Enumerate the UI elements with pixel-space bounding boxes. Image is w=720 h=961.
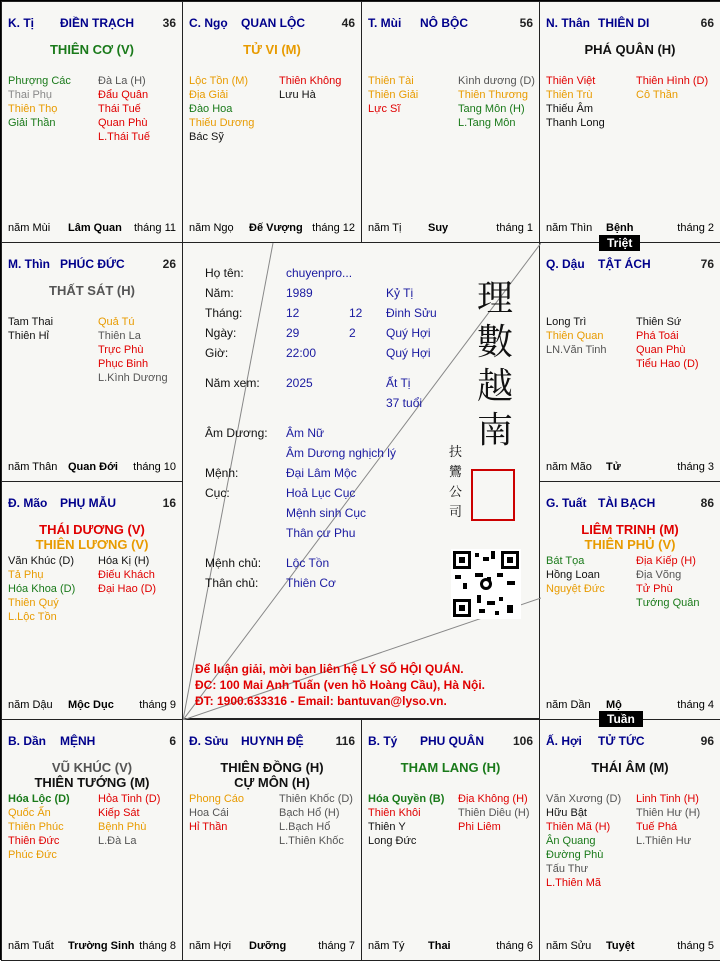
- minor-stars-right: [636, 315, 720, 371]
- minor-star: L.Lộc Tồn: [8, 611, 57, 623]
- palace-name: PHÚC ĐỨC: [60, 257, 125, 271]
- minor-star: Phá Toái: [636, 330, 679, 342]
- contact-line-3[interactable]: ĐT: 1900.633316 - Email: bantuvan@lyso.vn.: [195, 694, 447, 708]
- minor-star: Văn Xương (D): [546, 793, 622, 805]
- month-lunar: Đinh Sửu: [386, 306, 437, 320]
- palace-cell-top3: [361, 1, 540, 243]
- palace-year: năm Dậu: [8, 699, 53, 711]
- seal-char: 司: [449, 505, 463, 520]
- main-stars: [362, 760, 539, 775]
- palace-phase: Mộc Dục: [68, 699, 114, 711]
- minor-star: Bạch Hổ (H): [279, 807, 340, 819]
- palace-header: [546, 16, 714, 32]
- palace-year: năm Dần: [546, 699, 591, 711]
- minor-star: L.Thiên Hư: [636, 835, 692, 847]
- minor-stars-left: [189, 74, 272, 144]
- minor-star: Phượng Các: [8, 75, 71, 87]
- minor-stars-right: [98, 554, 182, 596]
- calligraphy-char: 越: [476, 366, 513, 407]
- minor-star: Tả Phụ: [8, 569, 44, 581]
- minor-stars-right: [458, 792, 540, 834]
- palace-number: 6: [169, 734, 176, 748]
- palace-footer: [546, 222, 714, 236]
- palace-number: 76: [700, 257, 714, 271]
- palace-header: [546, 734, 714, 750]
- menhchu-label: Mệnh chủ:: [205, 556, 262, 570]
- palace-number: 66: [700, 16, 714, 30]
- thanchu-label: Thân chủ:: [205, 576, 259, 590]
- palace-month: tháng 11: [133, 222, 176, 234]
- palace-branch: C. Ngọ: [189, 16, 228, 30]
- minor-star: Phi Liêm: [458, 821, 501, 833]
- palace-month: tháng 10: [133, 461, 176, 473]
- minor-stars-left: [8, 315, 92, 343]
- palace-phase: Quan Đới: [68, 461, 118, 473]
- minor-star: Tang Môn (H): [458, 103, 525, 115]
- minor-star: Hóa Lộc (D): [8, 793, 70, 805]
- palace-number: 56: [519, 16, 533, 30]
- palace-branch: Đ. Sửu: [189, 734, 229, 748]
- tuan-tag: Tuần: [599, 711, 643, 727]
- palace-cell-b1: [1, 719, 183, 961]
- amduong-note: Âm Dương nghịch lý: [286, 446, 396, 460]
- minor-star: Lực Sĩ: [368, 103, 401, 115]
- minor-star: Thiên Hình (D): [636, 75, 709, 87]
- main-star: PHÁ QUÂN (H): [584, 42, 676, 57]
- minor-star: Quan Phù: [98, 117, 148, 129]
- minor-star: Phục Binh: [98, 358, 149, 370]
- palace-year: năm Mùi: [8, 222, 51, 234]
- hour-value: 22:00: [286, 346, 317, 360]
- minor-star: Thiên Y: [368, 821, 406, 833]
- palace-cell-b2: [182, 719, 362, 961]
- palace-header: [368, 734, 533, 750]
- cuc-label: Cục:: [205, 486, 230, 500]
- minor-star: Đẩu Quân: [98, 89, 149, 101]
- minor-star: Hồng Loan: [546, 569, 600, 581]
- palace-name: PHỤ MẪU: [60, 496, 116, 510]
- day-label: Ngày:: [205, 326, 237, 340]
- palace-number: 106: [512, 734, 533, 748]
- palace-phase: Mộ: [606, 699, 622, 711]
- palace-header: [189, 16, 355, 32]
- palace-number: 16: [162, 496, 176, 510]
- minor-star: LN.Văn Tinh: [546, 344, 607, 356]
- main-stars: [2, 283, 182, 298]
- palace-year: năm Mão: [546, 461, 592, 473]
- main-star: THIÊN TƯỚNG (M): [34, 775, 150, 790]
- menh-value: Đại Lâm Mộc: [286, 466, 357, 480]
- minor-star: Thiên Giải: [368, 89, 419, 101]
- minor-star: Hỉ Thần: [189, 821, 228, 833]
- minor-star: Thiên La: [98, 330, 141, 342]
- palace-phase: Suy: [428, 222, 449, 234]
- palace-name: PHU QUÂN: [420, 734, 485, 748]
- palace-number: 116: [335, 734, 355, 748]
- minor-stars-left: [8, 74, 92, 130]
- view-year-label: Năm xem:: [205, 376, 260, 390]
- minor-star: Thiên Tài: [368, 75, 414, 87]
- minor-star: Thiên Diêu (H): [458, 807, 530, 819]
- palace-header: [8, 16, 176, 32]
- minor-stars-right: [98, 792, 182, 848]
- minor-star: L.Tang Môn: [458, 117, 516, 129]
- minor-star: Địa Võng: [636, 569, 682, 581]
- palace-footer: [546, 461, 714, 475]
- contact-line-1: Để luận giải, mời bạn liên hệ LÝ SỐ HỘI QUÁN.: [195, 662, 464, 676]
- minor-star: Đà La (H): [98, 75, 146, 87]
- minor-stars-left: [546, 792, 630, 890]
- main-star: CỰ MÔN (H): [234, 775, 310, 790]
- minor-star: Quả Tú: [98, 316, 135, 328]
- palace-year: năm Tị: [368, 222, 402, 234]
- palace-name: TỬ TỨC: [598, 734, 645, 748]
- hour-label: Giờ:: [205, 346, 229, 360]
- palace-name: TÀI BẠCH: [598, 496, 656, 510]
- year-label: Năm:: [205, 286, 234, 300]
- minor-stars-left: [368, 792, 451, 848]
- palace-number: 96: [700, 734, 714, 748]
- main-stars: [2, 42, 182, 57]
- calligraphy-title: [465, 277, 525, 453]
- view-year-lunar: Ất Tị: [386, 376, 411, 390]
- minor-star: Kình dương (D): [458, 75, 535, 87]
- minor-stars-left: [546, 554, 630, 596]
- palace-footer: [8, 940, 176, 954]
- minor-stars-right: [98, 74, 182, 144]
- minor-star: Thiên Mã (H): [546, 821, 611, 833]
- minor-star: Long Trì: [546, 316, 587, 328]
- palace-cell-top1: [1, 1, 183, 243]
- main-star: THÁI ÂM (M): [591, 760, 669, 775]
- palace-header: [546, 257, 714, 273]
- minor-stars-left: [189, 792, 272, 834]
- palace-year: năm Thân: [8, 461, 58, 473]
- minor-star: L.Thiên Khốc: [279, 835, 344, 847]
- palace-cell-r3: [539, 481, 720, 720]
- palace-header: [8, 496, 176, 512]
- palace-month: tháng 4: [677, 699, 714, 711]
- palace-branch: N. Thân: [546, 16, 590, 30]
- palace-year: năm Sửu: [546, 940, 592, 952]
- palace-branch: B. Dần: [8, 734, 47, 748]
- minor-star: L.Thái Tuế: [98, 131, 150, 143]
- palace-branch: Q. Dậu: [546, 257, 585, 271]
- minor-star: Linh Tinh (H): [636, 793, 699, 805]
- palace-footer: [8, 222, 176, 236]
- minor-star: Tử Phù: [636, 583, 673, 595]
- minor-star: Hóa Kị (H): [98, 555, 150, 567]
- palace-number: 86: [700, 496, 714, 510]
- minor-star: Thiếu Âm: [546, 103, 594, 115]
- palace-footer: [368, 940, 533, 954]
- minor-stars-right: [636, 792, 720, 848]
- thanchu-value: Thiên Cơ: [286, 576, 336, 590]
- palace-year: năm Hợi: [189, 940, 232, 952]
- red-seal-icon: [471, 469, 515, 521]
- palace-footer: [368, 222, 533, 236]
- day-lunar: Quý Hợi: [386, 326, 431, 340]
- minor-star: Thiên Trù: [546, 89, 593, 101]
- palace-number: 36: [162, 16, 176, 30]
- age: 37 tuổi: [386, 396, 423, 410]
- minor-star: L.Thiên Mã: [546, 877, 602, 889]
- minor-stars-left: [8, 792, 92, 862]
- palace-name: HUYNH ĐỆ: [241, 734, 304, 748]
- minor-star: Bệnh Phù: [98, 821, 147, 833]
- main-stars: [2, 760, 182, 790]
- palace-cell-top2: [182, 1, 362, 243]
- palace-footer: [546, 940, 714, 954]
- palace-month: tháng 1: [496, 222, 533, 234]
- minor-star: Quan Phù: [636, 344, 686, 356]
- main-stars: [540, 522, 720, 552]
- main-star: THIÊN LƯƠNG (V): [35, 537, 149, 552]
- minor-star: Đào Hoa: [189, 103, 233, 115]
- minor-star: Thiên Khốc (D): [279, 793, 353, 805]
- minor-stars-left: [546, 315, 630, 357]
- menh-label: Mệnh:: [205, 466, 239, 480]
- minor-star: Điếu Khách: [98, 569, 155, 581]
- minor-star: L.Bạch Hổ: [279, 821, 331, 833]
- palace-name: TẬT ÁCH: [598, 257, 651, 271]
- palace-year: năm Thìn: [546, 222, 593, 234]
- palace-phase: Tử: [606, 461, 621, 473]
- palace-name: QUAN LỘC: [241, 16, 305, 30]
- minor-star: Giải Thần: [8, 117, 56, 129]
- palace-branch: B. Tý: [368, 734, 398, 748]
- palace-branch: Ấ. Hợi: [546, 734, 582, 748]
- main-star: THAM LANG (H): [400, 760, 501, 775]
- calligraphy-char: 數: [476, 322, 513, 363]
- minor-star: Địa Giải: [189, 89, 229, 101]
- palace-month: tháng 12: [312, 222, 355, 234]
- month-solar: 12: [286, 306, 300, 320]
- minor-star: Thiên Phúc: [8, 821, 64, 833]
- minor-star: Phong Cáo: [189, 793, 245, 805]
- palace-header: [8, 257, 176, 273]
- palace-branch: G. Tuất: [546, 496, 587, 510]
- minor-star: Long Đức: [368, 835, 417, 847]
- amduong-label: Âm Dương:: [205, 426, 268, 440]
- palace-branch: M. Thìn: [8, 257, 50, 271]
- cuc-relation: Mệnh sinh Cục: [286, 506, 367, 520]
- minor-star: Địa Không (H): [458, 793, 528, 805]
- palace-name: THIÊN DI: [598, 16, 650, 30]
- palace-footer: [8, 461, 176, 475]
- palace-month: tháng 3: [677, 461, 714, 473]
- minor-star: Kiếp Sát: [98, 807, 140, 819]
- minor-star: Thiên Đức: [8, 835, 60, 847]
- minor-stars-left: [368, 74, 451, 116]
- minor-star: Hỏa Tinh (D): [98, 793, 161, 805]
- main-star: THIÊN PHỦ (V): [584, 537, 676, 552]
- palace-branch: T. Mùi: [368, 16, 402, 30]
- minor-star: Thiên Khôi: [368, 807, 421, 819]
- minor-stars-right: [458, 74, 540, 130]
- palace-header: [189, 734, 355, 750]
- palace-phase: Bệnh: [606, 222, 634, 234]
- minor-stars-right: [98, 315, 182, 385]
- palace-cell-b3: [361, 719, 540, 961]
- palace-cell-b4: [539, 719, 720, 961]
- year-solar: 1989: [286, 286, 313, 300]
- palace-header: [546, 496, 714, 512]
- calligraphy-char: 理: [476, 278, 513, 319]
- month-label: Tháng:: [205, 306, 243, 320]
- palace-name: MỆNH: [60, 734, 96, 748]
- palace-phase: Trường Sinh: [68, 940, 135, 952]
- palace-branch: Đ. Mão: [8, 496, 48, 510]
- main-star: TỬ VI (M): [243, 42, 301, 57]
- minor-star: Tướng Quân: [636, 597, 700, 609]
- minor-star: Địa Kiếp (H): [636, 555, 696, 567]
- palace-footer: [8, 699, 176, 713]
- palace-year: năm Tý: [368, 940, 405, 952]
- palace-month: tháng 8: [139, 940, 176, 952]
- palace-year: năm Ngọ: [189, 222, 234, 234]
- minor-star: Ân Quang: [546, 835, 596, 847]
- minor-star: Phúc Đức: [8, 849, 57, 861]
- minor-star: Thiên Thọ: [8, 103, 58, 115]
- palace-month: tháng 2: [677, 222, 714, 234]
- minor-star: Bác Sỹ: [189, 131, 224, 143]
- minor-star: Trực Phù: [98, 344, 144, 356]
- minor-star: Thai Phụ: [8, 89, 53, 101]
- day-solar: 29: [286, 326, 300, 340]
- palace-phase: Dưỡng: [249, 940, 287, 952]
- minor-star: Thái Tuế: [98, 103, 141, 115]
- main-star: THẤT SÁT (H): [49, 283, 135, 298]
- palace-cell-top4: [539, 1, 720, 243]
- minor-star: Thiên Sứ: [636, 316, 682, 328]
- name-value: chuyenpro...: [286, 266, 353, 280]
- minor-star: Cô Thần: [636, 89, 678, 101]
- minor-star: Thiên Không: [279, 75, 342, 87]
- palace-number: 26: [162, 257, 176, 271]
- palace-branch: K. Tị: [8, 16, 34, 30]
- main-star: THÁI DƯƠNG (V): [39, 522, 145, 537]
- palace-header: [8, 734, 176, 750]
- minor-star: Hóa Quyền (B): [368, 793, 445, 805]
- minor-star: Văn Khúc (D): [8, 555, 75, 567]
- palace-month: tháng 9: [139, 699, 176, 711]
- main-star: LIÊM TRINH (M): [581, 522, 679, 537]
- triet-tag: Triệt: [599, 235, 640, 251]
- palace-month: tháng 6: [496, 940, 533, 952]
- main-stars: [183, 42, 361, 57]
- minor-star: Thiên Quý: [8, 597, 59, 609]
- minor-stars-left: [546, 74, 630, 130]
- name-label: Họ tên:: [205, 266, 244, 280]
- main-stars: [2, 522, 182, 552]
- minor-stars-right: [636, 554, 720, 610]
- minor-stars-right: [279, 74, 362, 102]
- minor-star: Tuế Phá: [636, 821, 678, 833]
- minor-star: Thanh Long: [546, 117, 605, 129]
- palace-phase: Thai: [428, 940, 451, 952]
- palace-phase: Lâm Quan: [68, 222, 122, 234]
- day-lunar-num: 2: [349, 326, 356, 340]
- minor-stars-right: [636, 74, 720, 102]
- minor-star: Đường Phù: [546, 849, 604, 861]
- main-star: VŨ KHÚC (V): [51, 760, 133, 775]
- year-lunar: Kỷ Tị: [386, 286, 414, 300]
- menhchu-value: Lộc Tồn: [286, 556, 330, 570]
- minor-star: Đại Hao (D): [98, 583, 157, 595]
- minor-star: Quốc Ấn: [8, 807, 51, 819]
- palace-phase: Tuyệt: [606, 940, 635, 952]
- minor-star: Thiên Việt: [546, 75, 596, 87]
- minor-star: Hóa Khoa (D): [8, 583, 76, 595]
- palace-cell-r2: [539, 242, 720, 482]
- main-stars: [540, 42, 720, 57]
- palace-month: tháng 7: [318, 940, 355, 952]
- palace-name: NÔ BỘC: [420, 16, 468, 30]
- palace-name: ĐIỀN TRẠCH: [60, 16, 134, 30]
- main-star: THIÊN CƠ (V): [49, 42, 135, 57]
- minor-star: Tấu Thư: [546, 863, 589, 875]
- palace-footer: [189, 940, 355, 954]
- month-lunar-num: 12: [349, 306, 363, 320]
- main-stars: [183, 760, 361, 790]
- minor-stars-right: [279, 792, 362, 848]
- minor-star: Tam Thai: [8, 316, 54, 328]
- minor-star: Tiểu Hao (D): [636, 358, 699, 370]
- view-year: 2025: [286, 376, 313, 390]
- main-stars: [540, 760, 720, 775]
- palace-year: năm Tuất: [8, 940, 54, 952]
- minor-stars-left: [8, 554, 92, 624]
- center-info-panel: [182, 242, 540, 719]
- palace-phase: Đế Vượng: [249, 222, 303, 234]
- minor-star: Bát Tọa: [546, 555, 585, 567]
- minor-star: Thiên Hỉ: [8, 330, 49, 342]
- palace-month: tháng 5: [677, 940, 714, 952]
- palace-header: [368, 16, 533, 32]
- hour-lunar: Quý Hợi: [386, 346, 431, 360]
- minor-star: Lưu Hà: [279, 89, 316, 101]
- calligraphy-char: 南: [476, 410, 513, 451]
- minor-star: L.Kình Dương: [98, 372, 168, 384]
- palace-number: 46: [341, 16, 355, 30]
- minor-star: Thiếu Dương: [189, 117, 255, 129]
- qr-code-icon[interactable]: [451, 549, 521, 619]
- minor-star: Thiên Quan: [546, 330, 604, 342]
- minor-star: Thiên Thương: [458, 89, 529, 101]
- seal-char: 扶: [449, 445, 463, 460]
- seal-char: 鸞: [449, 465, 463, 480]
- than-position: Thân cư Phu: [286, 526, 356, 540]
- minor-star: Lộc Tồn (M): [189, 75, 249, 87]
- minor-star: Hoa Cái: [189, 807, 229, 819]
- minor-star: Nguyệt Đức: [546, 583, 605, 595]
- palace-cell-l3: [1, 481, 183, 720]
- main-star: THIÊN ĐỒNG (H): [220, 760, 324, 775]
- minor-star: Thiên Hư (H): [636, 807, 701, 819]
- palace-cell-l2: [1, 242, 183, 482]
- cuc-value: Hoả Lục Cục: [286, 486, 356, 500]
- minor-star: Hữu Bật: [546, 807, 587, 819]
- seal-char: 公: [449, 485, 463, 500]
- palace-footer: [189, 222, 355, 236]
- amduong-value: Âm Nữ: [286, 426, 325, 440]
- seal-side-text: [449, 443, 465, 523]
- minor-star: L.Đà La: [98, 835, 137, 847]
- contact-line-2: ĐC: 100 Mai Anh Tuấn (ven hồ Hoàng Cầu), Hà Nội.: [195, 678, 486, 692]
